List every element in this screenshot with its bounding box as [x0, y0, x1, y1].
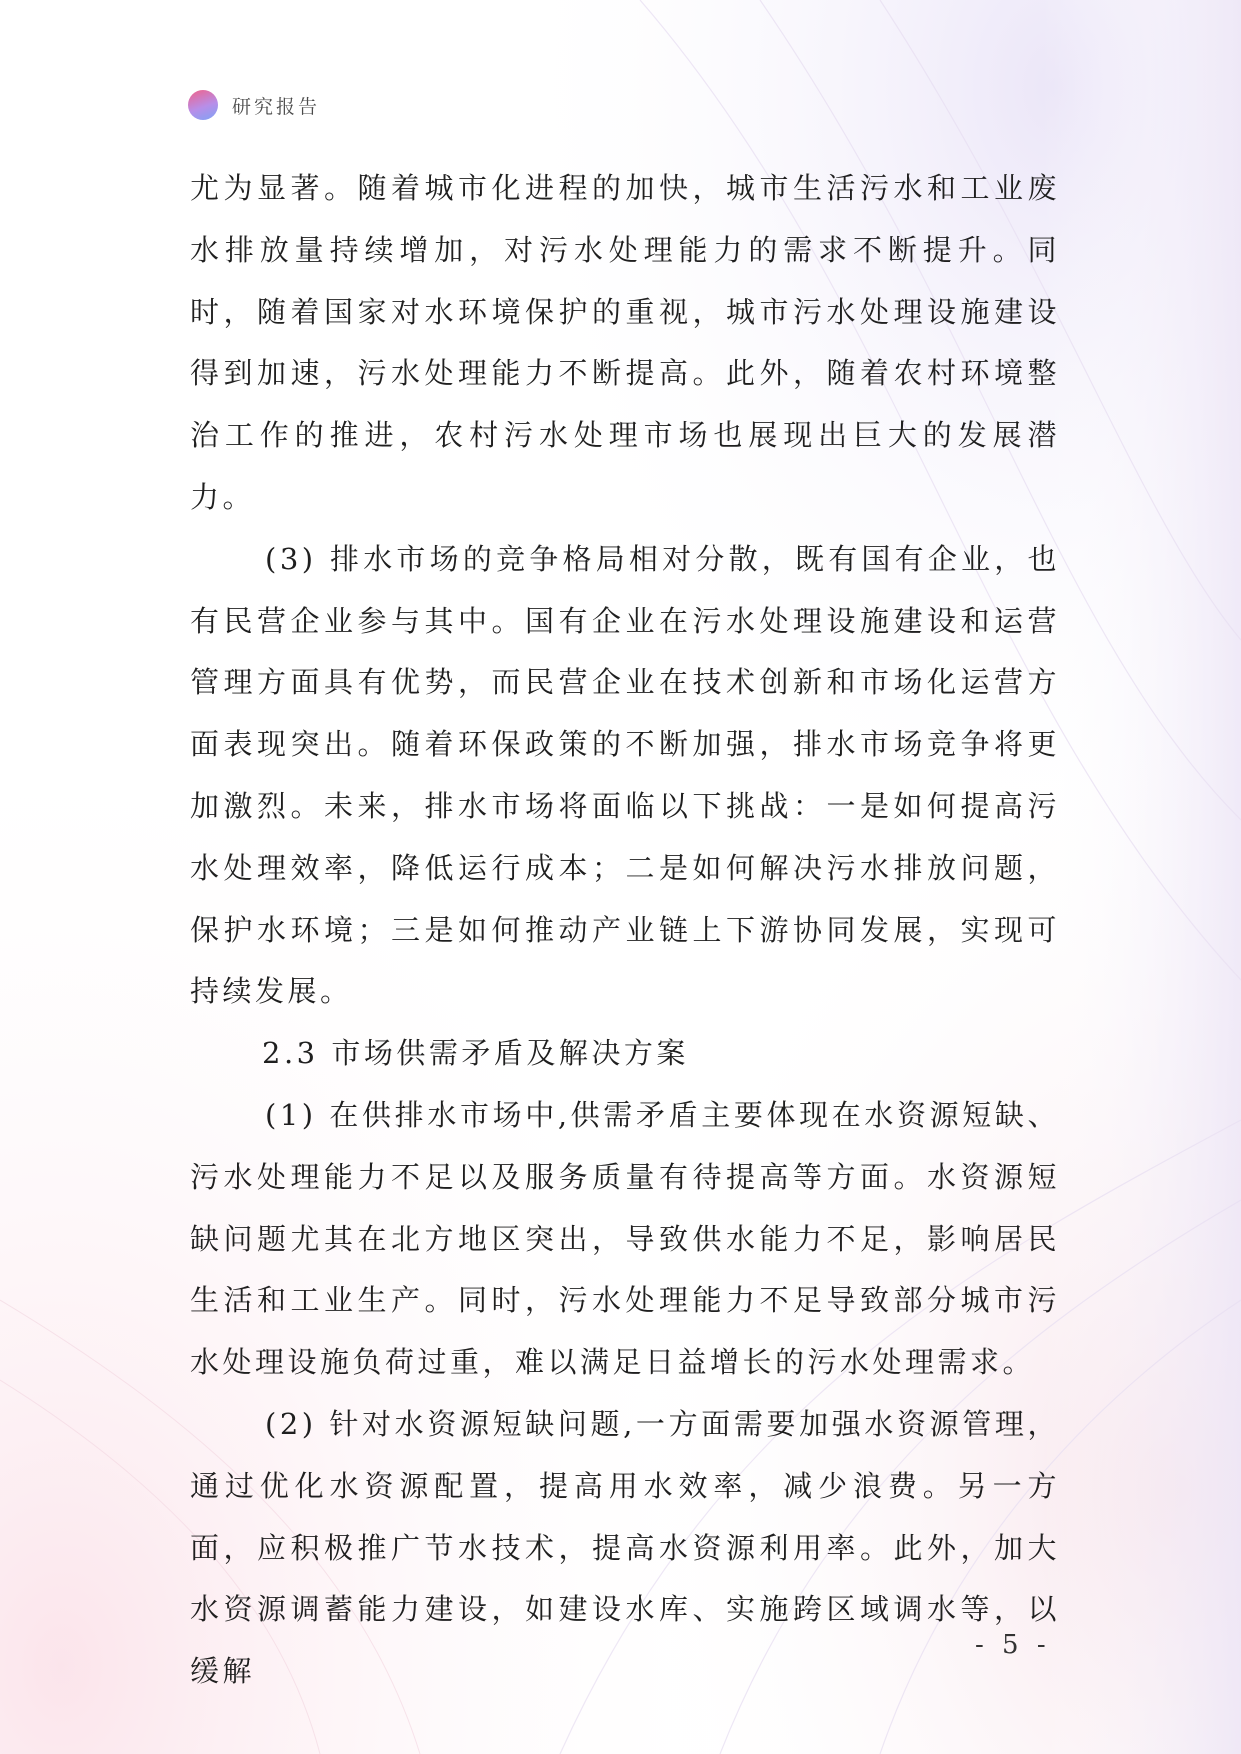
- page-number: - 5 -: [975, 1630, 1051, 1660]
- report-header: [188, 88, 320, 122]
- report-title: 研究报告: [232, 95, 321, 118]
- paragraph: (3) 排水市场的竞争格局相对分散，既有国有企业，也有民营企业参与其中。国有企业在污水处理设施建设和运营管理方面具有优势，而民营企业在技术创新和市场化运营方面表现突出。随着环保政策的不断加强，排水市场竞争将更加激烈。未来，排水市场将面临以下挑战：一是如何提高污水处理效率，降低运行成本；二是如何解决污水排放问题，保护水环境；三是如何推动产业链上下游协同发展，实现可持续发展。: [190, 541, 1060, 1009]
- paragraph: (2) 针对水资源短缺问题,一方面需要加强水资源管理，通过优化水资源配置，提高用水效率，减少浪费。另一方面，应积极推广节水技术，提高水资源利用率。此外，加大水资源调蓄能力建设，如建设水库、实施跨区域调水等，以缓解: [190, 1406, 1060, 1689]
- paragraph: (1) 在供排水市场中,供需矛盾主要体现在水资源短缺、污水处理能力不足以及服务质量有待提高等方面。水资源短缺问题尤其在北方地区突出，导致供水能力不足，影响居民生活和工业生产。同时，污水处理能力不足导致部分城市污水处理设施负荷过重，难以满足日益增长的污水处理需求。: [190, 1097, 1060, 1380]
- paragraph: 尤为显著。随着城市化进程的加快，城市生活污水和工业废水排放量持续增加，对污水处理能力的需求不断提升。同时，随着国家对水环境保护的重视，城市污水处理设施建设得到加速，污水处理能力不断提高。此外，随着农村环境整治工作的推进，农村污水处理市场也展现出巨大的发展潜力。: [190, 171, 1060, 514]
- logo-icon: [188, 90, 218, 120]
- body-text: [190, 158, 1060, 1703]
- section-heading: 2.3 市场供需矛盾及解决方案: [262, 1036, 689, 1071]
